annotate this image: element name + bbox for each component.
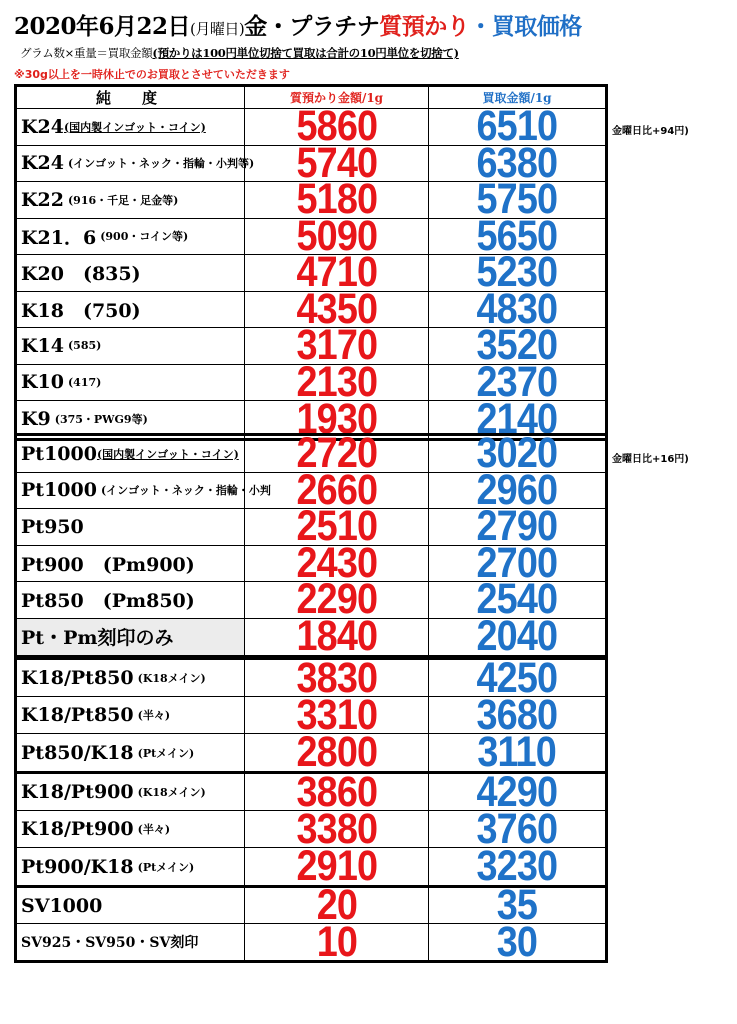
buy-price: 6380 <box>476 138 558 187</box>
purity-note: (インゴット・ネック・指輪・小判等) <box>67 157 255 171</box>
pawn-price: 10 <box>316 917 357 966</box>
purity-name: SV1000 <box>21 894 103 917</box>
purity-note: (国内製インゴット・コイン) <box>63 120 206 134</box>
purity-note: (585) <box>67 339 102 353</box>
price-section <box>14 767 608 890</box>
pawn-price: 2910 <box>296 842 377 890</box>
buy-price: 2140 <box>476 394 558 443</box>
gold-side-note: 金曜日比+94円) <box>612 126 689 137</box>
pawn-price: 20 <box>316 881 357 929</box>
page-title <box>14 8 582 41</box>
pawn-price: 1930 <box>296 394 377 443</box>
buy-price-cell <box>429 917 605 966</box>
purity-name: Pt850/K18 <box>21 741 134 764</box>
purity-name: K24 <box>21 115 64 138</box>
buy-price: 5750 <box>476 175 558 224</box>
purity-name: Pt1000 <box>21 442 97 465</box>
formula-note: (預かりは100円単位切捨て買取は合計の10円単位を切捨て) <box>152 46 459 60</box>
purity-name: SV925・SV950・SV刻印 <box>21 935 199 951</box>
purity-name: K18/Pt850 <box>21 704 134 726</box>
buy-price: 4250 <box>476 653 558 702</box>
pawn-price: 3860 <box>296 767 377 816</box>
pawn-price-cell <box>245 917 429 966</box>
title-metals: 金・プラチナ <box>244 13 380 40</box>
platinum-side-note: 金曜日比+16円) <box>612 454 689 465</box>
purity-note: (国内製インゴット・コイン) <box>96 447 239 461</box>
purity-name: K24 <box>21 152 64 175</box>
pawn-price-cell <box>245 842 429 890</box>
purity-cell <box>17 619 245 656</box>
pawn-price: 2290 <box>296 575 377 624</box>
price-section <box>14 881 608 966</box>
purity-cell <box>17 509 245 545</box>
buy-header: 買取金額/1g <box>482 91 552 105</box>
title-pawn: 質預かり <box>379 13 470 40</box>
pawn-price: 3170 <box>296 321 377 370</box>
purity-name: K14 <box>21 334 64 357</box>
buy-price: 2700 <box>476 538 558 587</box>
buy-price: 2040 <box>476 612 558 661</box>
pawn-price: 3380 <box>296 804 377 853</box>
purity-name: K18 (750) <box>21 299 141 322</box>
table-row <box>17 728 605 776</box>
purity-name: K18/Pt900 <box>21 818 134 840</box>
purity-cell <box>17 734 245 771</box>
purity-cell <box>17 328 245 364</box>
purity-name: Pt900/K18 <box>21 855 134 878</box>
buy-price-cell <box>429 612 605 661</box>
purity-cell <box>17 848 245 885</box>
purity-cell <box>17 888 245 923</box>
buy-price: 3020 <box>476 429 558 478</box>
pawn-price: 1840 <box>296 612 377 661</box>
table-row <box>17 612 605 661</box>
formula-text: グラム数×重量＝買取金額 <box>20 46 153 60</box>
purity-name: K10 <box>21 371 64 394</box>
buy-price: 2540 <box>476 575 558 624</box>
price-section <box>14 84 608 441</box>
purity-cell <box>17 660 245 696</box>
buy-price: 4290 <box>476 767 558 816</box>
purity-note: (インゴット・ネック・指輪・小判 <box>100 484 271 498</box>
buy-price: 3760 <box>476 804 558 853</box>
pawn-price: 4350 <box>296 284 377 333</box>
purity-cell <box>17 255 245 291</box>
purity-name: K18/Pt900 <box>21 781 134 803</box>
purity-name: Pt1000 <box>21 479 97 502</box>
buy-price: 3230 <box>476 842 558 890</box>
table-row <box>17 917 605 966</box>
pawn-price: 5180 <box>296 175 377 224</box>
purity-cell <box>17 292 245 328</box>
title-date: 2020年6月22日 <box>14 13 191 40</box>
pawn-price: 3830 <box>296 653 377 702</box>
pawn-price: 2720 <box>296 429 377 478</box>
purity-note: (K18メイン) <box>137 672 206 685</box>
buy-price: 3520 <box>476 321 558 370</box>
buy-price: 35 <box>496 881 538 929</box>
purity-header: 純 度 <box>17 87 245 108</box>
purity-note: (半々) <box>137 823 171 836</box>
table-row <box>17 842 605 890</box>
purity-cell <box>17 924 245 960</box>
buy-price-cell <box>429 842 605 890</box>
purity-cell <box>17 774 245 810</box>
pawn-price: 2130 <box>296 357 377 406</box>
purity-name: K20 (835) <box>21 263 141 286</box>
buy-price-cell <box>429 728 605 776</box>
pawn-price: 2430 <box>296 538 377 587</box>
pawn-header: 質預かり金額/1g <box>245 87 429 108</box>
pawn-price: 5860 <box>296 102 377 151</box>
buy-price: 2370 <box>476 357 558 406</box>
pawn-price: 2660 <box>296 465 377 514</box>
purity-name: Pt・Pm刻印のみ <box>21 627 174 650</box>
purity-name: Pt850 (Pm850) <box>21 590 195 613</box>
purity-cell <box>17 473 271 509</box>
title-buy: 買取価格 <box>491 13 582 40</box>
pawn-price: 2510 <box>296 502 377 551</box>
buy-price: 6510 <box>476 102 558 151</box>
buy-price: 30 <box>496 917 538 966</box>
purity-name: K9 <box>21 408 51 431</box>
purity-note: (Ptメイン) <box>137 746 195 760</box>
buy-price: 3680 <box>476 690 558 739</box>
buy-price: 3110 <box>477 728 557 776</box>
purity-cell <box>17 436 245 472</box>
purity-cell <box>17 182 245 218</box>
pawn-price-cell <box>245 612 429 661</box>
purity-name: Pt900 (Pm900) <box>21 553 195 576</box>
purity-name: K18/Pt850 <box>21 667 134 689</box>
purity-name: K22 <box>21 188 64 211</box>
pawn-price: 3310 <box>296 690 377 739</box>
pawn-price: 4710 <box>296 248 377 297</box>
buy-price: 5650 <box>476 211 558 260</box>
pawn-price: 5740 <box>296 138 377 187</box>
purity-cell <box>17 365 245 401</box>
formula-line <box>20 45 459 61</box>
buy-price: 2790 <box>476 502 558 551</box>
purity-note: (Ptメイン) <box>137 860 195 874</box>
title-weekday: (月曜日) <box>190 20 245 38</box>
purity-name: K21．6 <box>21 226 97 249</box>
purity-cell <box>17 697 245 733</box>
price-section <box>14 429 608 661</box>
pawn-price: 5090 <box>296 211 377 260</box>
purity-cell <box>17 219 245 255</box>
purity-note: (916・千足・足金等) <box>67 193 179 207</box>
purity-name: Pt950 <box>21 515 84 538</box>
purity-note: (半々) <box>137 709 171 722</box>
pawn-price: 2800 <box>296 728 377 776</box>
purity-note: (K18メイン) <box>137 786 206 799</box>
pawn-price-cell <box>245 728 429 776</box>
title-dot: ・ <box>469 13 492 40</box>
purity-cell <box>17 546 245 582</box>
price-section <box>14 653 608 776</box>
purity-note: (900・コイン等) <box>100 230 189 244</box>
notice-text: ※30g以上を一時休止でのお買取とさせていただきます <box>14 68 290 81</box>
purity-cell <box>17 109 245 145</box>
purity-note: (417) <box>67 375 102 389</box>
purity-cell <box>17 811 245 847</box>
buy-price: 4830 <box>476 284 558 333</box>
purity-cell <box>17 146 255 182</box>
buy-price: 2960 <box>476 465 558 514</box>
purity-note: (375・PWG9等) <box>54 413 148 427</box>
purity-cell <box>17 582 245 618</box>
buy-price: 5230 <box>476 248 558 297</box>
